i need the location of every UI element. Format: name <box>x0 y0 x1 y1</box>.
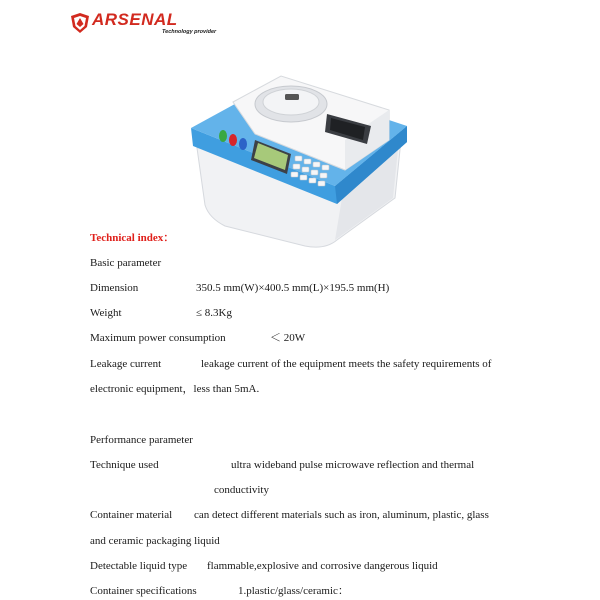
liquid-type-label: Detectable liquid type <box>90 560 188 572</box>
container-spec-label: Container specifications <box>90 585 197 597</box>
shield-logo-icon <box>70 12 90 34</box>
logo-wordmark: ARSENAL <box>92 10 178 29</box>
basic-parameter-title: Basic parameter <box>90 257 162 269</box>
section-heading: Technical index： <box>90 232 175 244</box>
technique-value-continued: conductivity <box>214 484 269 496</box>
technique-label: Technique used <box>90 459 159 471</box>
container-material-value: can detect different materials such as iron, aluminum, plastic, glass <box>194 509 489 521</box>
leakage-value: leakage current of the equipment meets the safety requirements of <box>201 358 492 370</box>
liquid-type-value: flammable,explosive and corrosive dangerous liquid <box>207 560 438 572</box>
container-material-label: Container material <box>90 509 173 521</box>
dimension-label: Dimension <box>90 282 139 294</box>
weight-label: Weight <box>90 307 122 319</box>
technique-value: ultra wideband pulse microwave reflection and thermal <box>231 459 475 471</box>
leakage-value-continued: electronic equipment，less than 5mA. <box>90 383 260 395</box>
power-label: Maximum power consumption <box>90 332 226 344</box>
power-value: ＜ 20W <box>270 332 306 344</box>
logo-tagline: Technology provider <box>162 29 217 35</box>
container-material-value-continued: and ceramic packaging liquid <box>90 535 220 547</box>
leakage-label: Leakage current <box>90 358 162 370</box>
product-image <box>185 70 410 250</box>
weight-value: ≤ 8.3Kg <box>196 307 232 319</box>
dimension-value: 350.5 mm(W)×400.5 mm(L)×195.5 mm(H) <box>196 282 390 294</box>
performance-parameter-title: Performance parameter <box>90 434 193 446</box>
container-spec-value: 1.plastic/glass/ceramic： <box>238 585 349 597</box>
company-logo <box>70 10 217 36</box>
